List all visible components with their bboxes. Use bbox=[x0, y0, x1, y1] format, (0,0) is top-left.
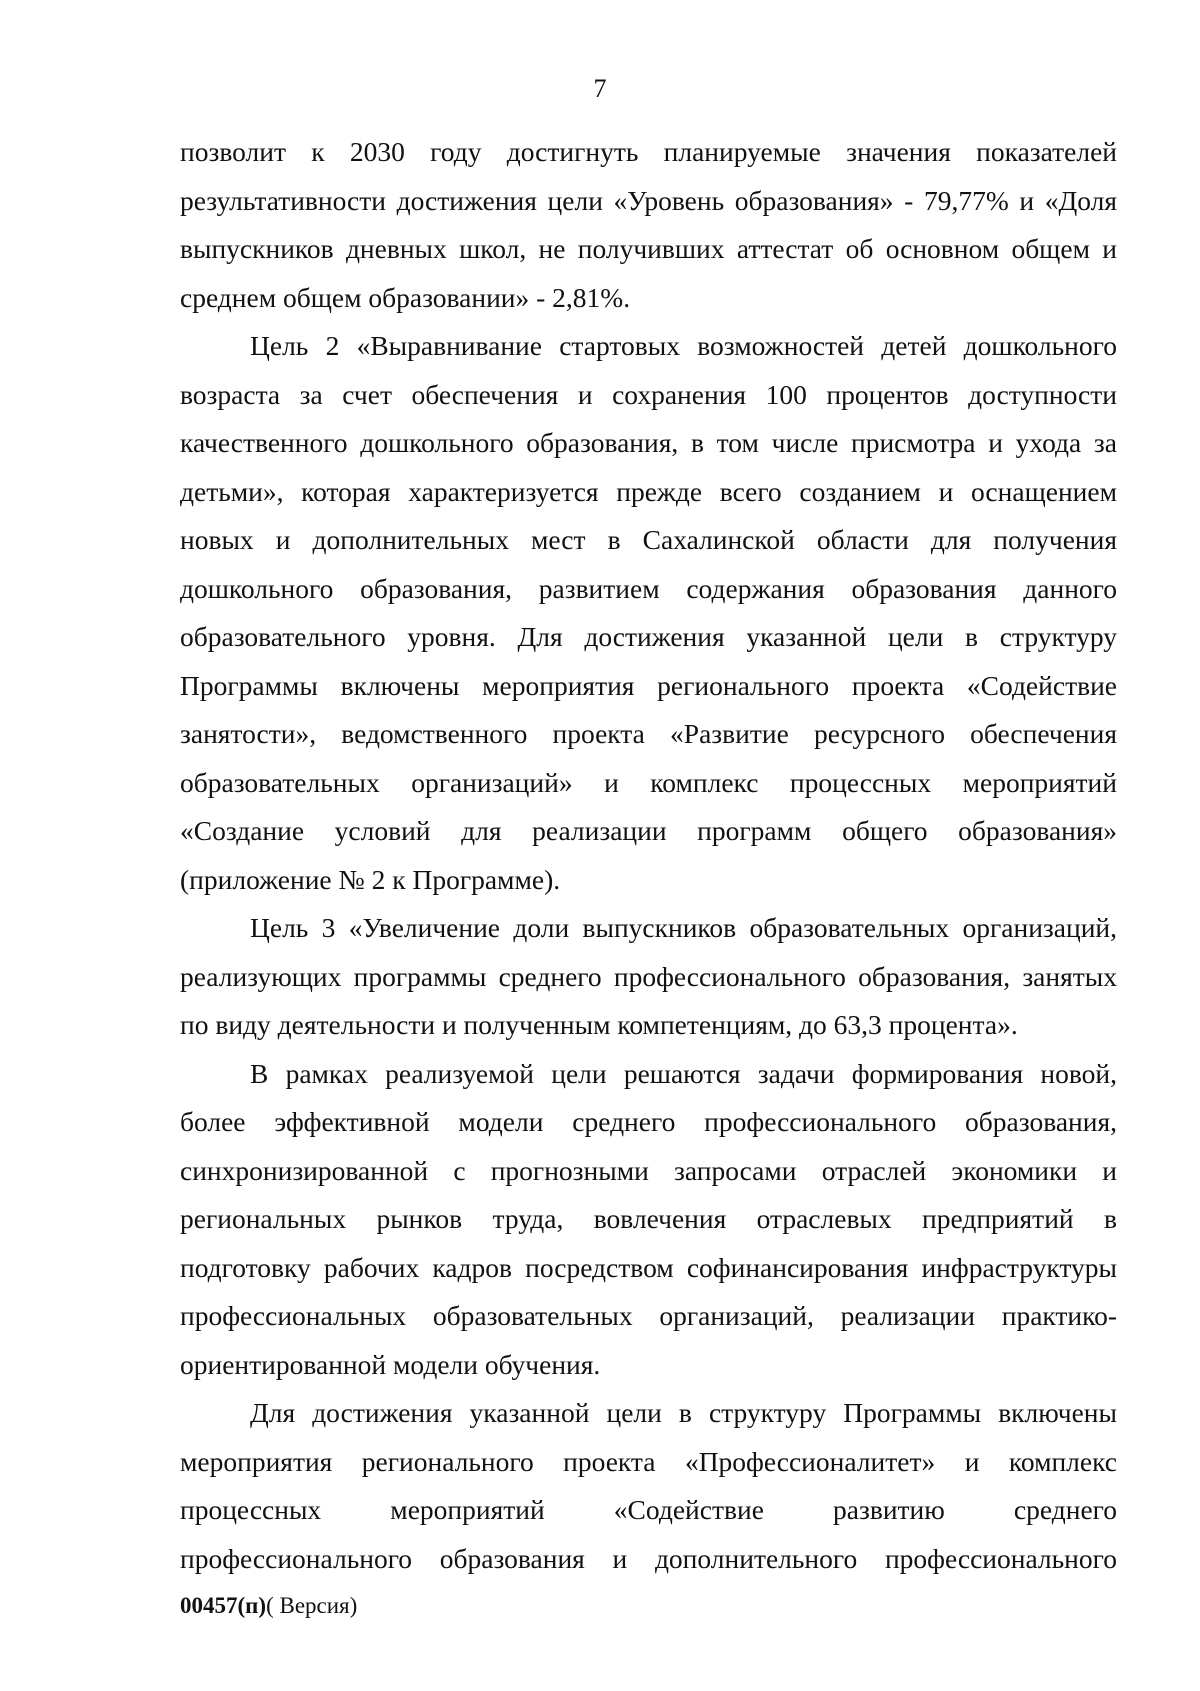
page-number: 7 bbox=[593, 74, 607, 103]
text-line: процессных мероприятий «Содействие развитию среднего bbox=[180, 1494, 1117, 1525]
document-code: 00457(п) bbox=[180, 1593, 267, 1618]
paragraph bbox=[180, 1389, 1117, 1583]
paragraph bbox=[180, 1050, 1117, 1390]
text-line: более эффективной модели среднего профессионального образования, bbox=[180, 1106, 1117, 1137]
text-line: региональных рынков труда, вовлечения отраслевых предприятий в bbox=[180, 1203, 1117, 1234]
text-line: детьми», которая характеризуется прежде всего созданием и оснащением bbox=[180, 475, 1117, 507]
text-line: среднем общем образовании» - 2,81%. bbox=[180, 281, 631, 313]
text-line: дошкольного образования, развитием содержания образования данного bbox=[180, 572, 1117, 604]
document-body bbox=[180, 128, 1117, 1583]
document-version: ( Версия) bbox=[266, 1593, 358, 1618]
text-line: позволит к 2030 году достигнуть планируемые значения показателей bbox=[180, 136, 1117, 167]
text-line: Программы включены мероприятия регионального проекта «Содействие bbox=[180, 669, 1117, 701]
text-line: результативности достижения цели «Уровень образования» - 79,77% и «Доля bbox=[180, 184, 1117, 216]
text-line: подготовку рабочих кадров посредством софинансирования инфраструктуры bbox=[180, 1251, 1117, 1283]
text-line: новых и дополнительных мест в Сахалинской области для получения bbox=[180, 524, 1117, 555]
text-line: ориентированной модели обучения. bbox=[180, 1348, 601, 1380]
text-line: Для достижения указанной цели в структуру Программы включены bbox=[250, 1397, 1117, 1428]
text-line: профессиональных образовательных организаций, реализации практико- bbox=[180, 1300, 1117, 1331]
text-line: мероприятия регионального проекта «Профессионалитет» и комплекс bbox=[180, 1445, 1117, 1477]
text-line: Цель 3 «Увеличение доли выпускников образовательных организаций, bbox=[250, 912, 1117, 943]
text-line: занятости», ведомственного проекта «Развитие ресурсного обеспечения bbox=[180, 718, 1117, 749]
text-line: выпускников дневных школ, не получивших аттестат об основном общем и bbox=[180, 233, 1117, 264]
text-line: по виду деятельности и полученным компетенциям, до 63,3 процента». bbox=[180, 1009, 1018, 1040]
text-line: (приложение № 2 к Программе). bbox=[180, 863, 561, 895]
text-line: образовательного уровня. Для достижения указанной цели в структуру bbox=[180, 621, 1117, 652]
paragraph bbox=[180, 322, 1117, 904]
text-line: В рамках реализуемой цели решаются задачи формирования новой, bbox=[250, 1057, 1117, 1089]
text-line: качественного дошкольного образования, в том числе присмотра и ухода за bbox=[180, 427, 1117, 458]
document-footer bbox=[180, 1592, 357, 1620]
text-line: профессионального образования и дополнительного профессионального bbox=[180, 1542, 1117, 1574]
text-line: возраста за счет обеспечения и сохранения 100 процентов доступности bbox=[180, 378, 1117, 410]
text-line: образовательных организаций» и комплекс процессных мероприятий bbox=[180, 766, 1117, 798]
text-line: Цель 2 «Выравнивание стартовых возможностей детей дошкольного bbox=[250, 330, 1117, 361]
paragraph bbox=[180, 128, 1117, 322]
paragraph bbox=[180, 904, 1117, 1050]
text-line: «Создание условий для реализации программ общего образования» bbox=[180, 815, 1117, 846]
text-line: реализующих программы среднего профессионального образования, занятых bbox=[180, 960, 1117, 992]
text-line: синхронизированной с прогнозными запросами отраслей экономики и bbox=[180, 1154, 1117, 1186]
